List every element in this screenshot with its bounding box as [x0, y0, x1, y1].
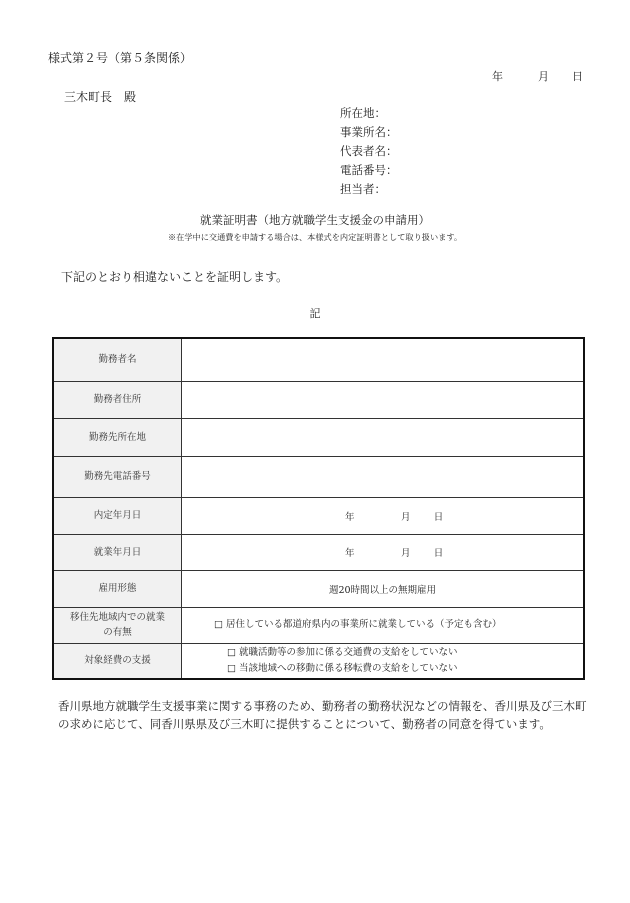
field-address: 所在地：	[340, 106, 386, 120]
value-workplace-phone[interactable]	[182, 456, 585, 497]
value-workplace-location[interactable]	[182, 418, 585, 456]
employment-month: 月	[400, 548, 411, 559]
label-relocation	[53, 607, 182, 643]
document-note: ※在学中に交通費を申請する場合は、本様式を内定証明書として取り扱います。	[167, 232, 463, 242]
label-worker-name: 勤務者名	[53, 338, 182, 381]
document-title: 就業証明書（地方就職学生支援金の申請用）	[200, 213, 430, 227]
label-workplace-phone: 勤務先電話番号	[53, 456, 182, 497]
value-worker-name[interactable]	[182, 338, 585, 381]
offer-day: 日	[433, 511, 444, 523]
value-worker-address[interactable]	[182, 381, 585, 418]
label-workplace-location: 勤務先所在地	[53, 418, 182, 456]
row-employment-type	[53, 570, 584, 607]
row-workplace-location	[53, 418, 584, 456]
company-fields	[340, 104, 398, 199]
row-offer-date	[53, 497, 584, 534]
field-representative: 代表者名：	[340, 144, 398, 158]
label-offer-date: 内定年月日	[53, 497, 182, 534]
certificate-table	[52, 337, 585, 680]
field-company-name: 事業所名：	[340, 125, 398, 139]
support-options	[182, 643, 585, 679]
addressee: 三木町長 殿	[64, 90, 137, 104]
row-worker-address	[53, 381, 584, 418]
employment-day: 日	[433, 548, 444, 559]
value-employment-date[interactable]	[182, 534, 585, 570]
relocation-checkbox[interactable]: □ 居住している都道府県内の事業所に就業している（予定も含む）	[182, 607, 585, 643]
label-relocation-line2: の有無	[103, 627, 132, 638]
row-worker-name	[53, 338, 584, 381]
label-employment-date: 就業年月日	[53, 534, 182, 570]
form-number: 様式第２号（第５条関係）	[48, 51, 193, 65]
consent-statement: 香川県地方就職学生支援事業に関する事務のため、勤務者の勤務状況などの情報を、香川県及び三木町の求めに応じて、同香川県県及び三木町に提供することについて、勤務者の同意を得ています。	[58, 699, 587, 731]
employment-year: 年	[344, 548, 355, 559]
support-checkbox-relocation[interactable]: □ 当該地域への移動に係る移転費の支給をしていない	[227, 662, 458, 674]
date-line	[492, 68, 583, 84]
label-worker-address: 勤務者住所	[53, 381, 182, 418]
offer-month: 月	[400, 511, 411, 523]
date-day: 日	[572, 70, 583, 83]
field-phone: 電話番号：	[340, 163, 398, 177]
field-contact-person: 担当者：	[340, 182, 386, 196]
row-employment-date	[53, 534, 584, 570]
row-relocation	[53, 607, 584, 643]
certify-statement: 下記のとおり相違ないことを証明します。	[61, 270, 289, 284]
date-month: 月	[538, 70, 549, 83]
date-year: 年	[492, 70, 503, 83]
value-employment-type: 週20時間以上の無期雇用	[182, 570, 585, 607]
ki-heading: 記	[309, 307, 321, 320]
row-workplace-phone	[53, 456, 584, 497]
label-support: 対象経費の支援	[53, 643, 182, 679]
row-support	[53, 643, 584, 679]
label-relocation-line1: 移住先地域内での就業	[69, 612, 165, 623]
value-offer-date[interactable]	[182, 497, 585, 534]
label-employment-type: 雇用形態	[53, 570, 182, 607]
offer-year: 年	[344, 511, 355, 523]
support-checkbox-travel[interactable]: □ 就職活動等の参加に係る交通費の支給をしていない	[227, 646, 458, 658]
